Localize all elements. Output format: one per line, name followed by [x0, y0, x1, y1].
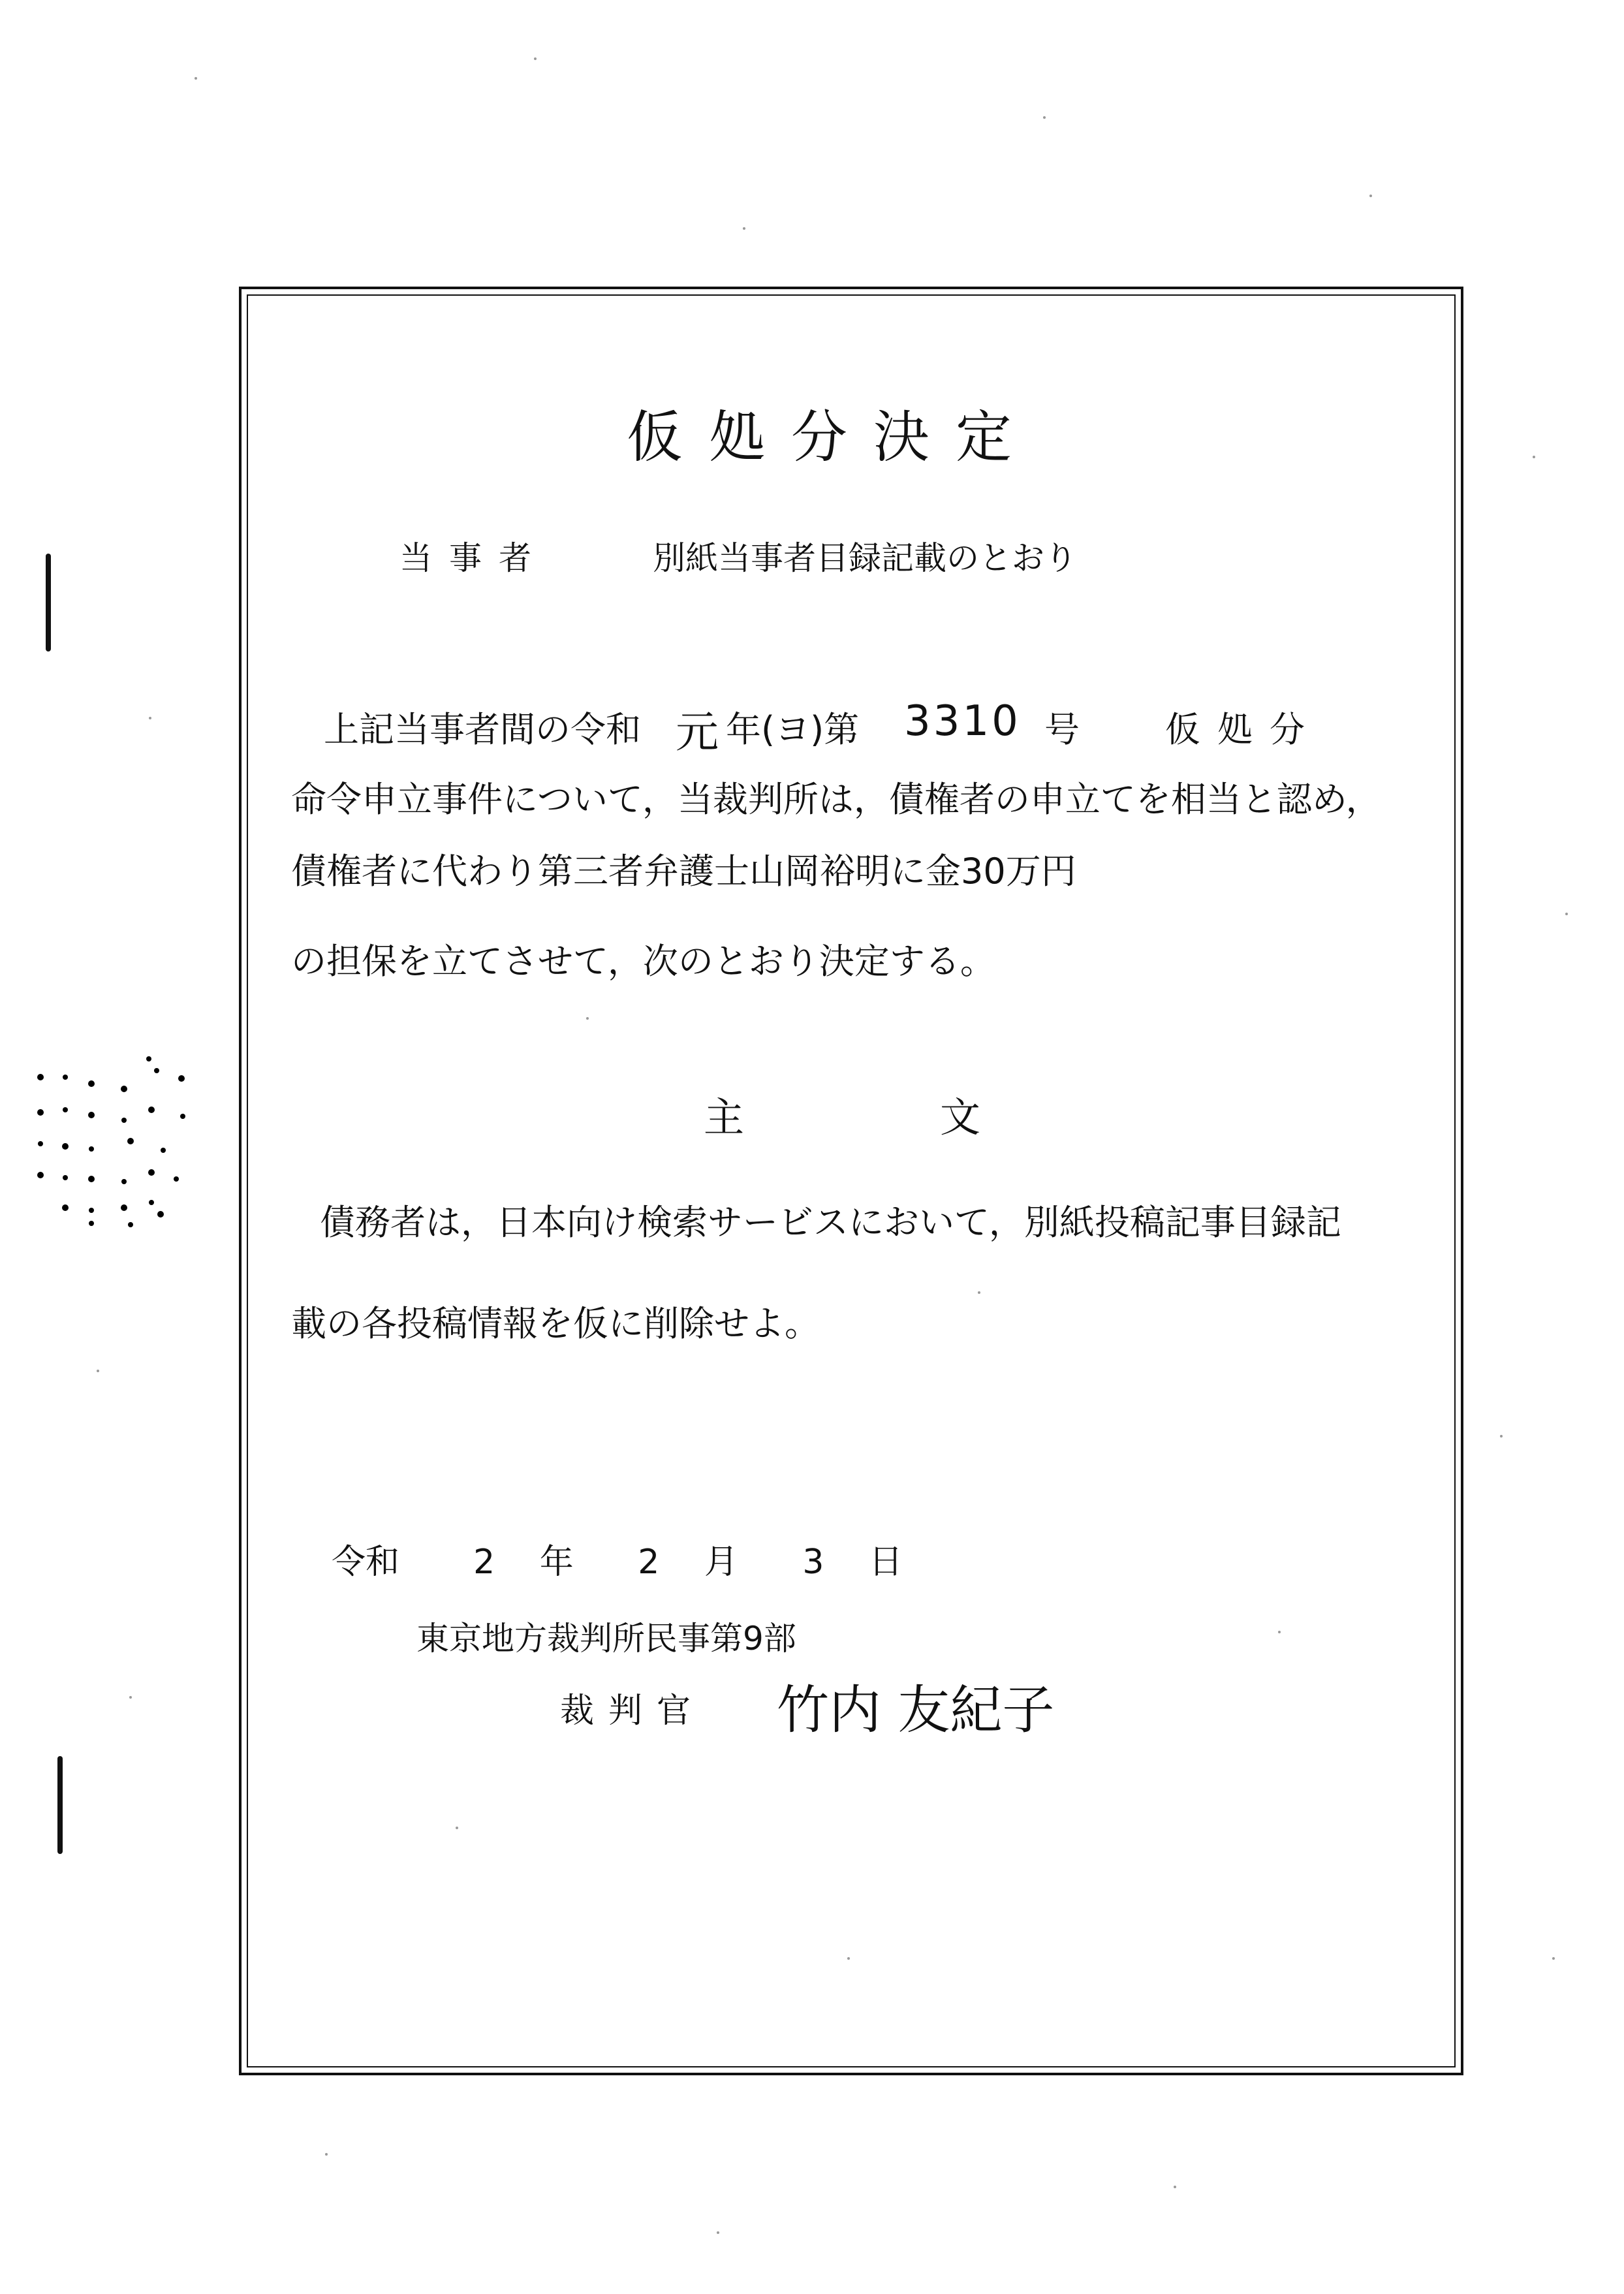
judge-title: 裁判官	[560, 1691, 706, 1731]
parties-value: 別紙当事者目録記載のとおり	[653, 539, 1077, 577]
intro-case-prefix: 年(ヨ)第	[726, 709, 860, 750]
main-heading-char2: 文	[940, 1093, 981, 1141]
document-title: 仮処分決定	[627, 405, 1038, 470]
intro-case-type: 仮処分	[1165, 709, 1322, 750]
case-number: 3310	[904, 697, 1021, 746]
intro-line3: 債権者に代わり第三者弁護士山岡裕明に金30万円	[291, 851, 1076, 892]
intro-case-suffix: 号	[1044, 709, 1080, 750]
intro-era-year: 元	[676, 707, 719, 757]
date-day-unit: 日	[869, 1543, 903, 1582]
date-year: 2	[473, 1543, 495, 1582]
intro-line2: 命令申立事件について，当裁判所は，債権者の申立てを相当と認め，	[291, 779, 1381, 820]
binding-mark-bottom	[57, 1756, 63, 1854]
date-month: 2	[638, 1543, 660, 1582]
decision-date	[332, 1534, 903, 1583]
main-text-line1: 債務者は，日本向け検索サービスにおいて，別紙投稿記事目録記	[320, 1202, 1341, 1243]
parties-label: 当事者	[399, 539, 548, 577]
date-month-unit: 月	[704, 1543, 738, 1582]
intro-line4: の担保を立てさせて，次のとおり決定する。	[291, 941, 995, 982]
main-text-heading	[704, 1085, 980, 1143]
date-era: 令和	[332, 1543, 400, 1582]
date-day: 3	[802, 1543, 824, 1582]
main-text-line2: 載の各投稿情報を仮に削除せよ。	[291, 1303, 820, 1344]
main-heading-char1: 主	[704, 1093, 745, 1141]
binding-mark-top	[46, 554, 51, 652]
judge-name: 竹内 友紀子	[777, 1680, 1055, 1740]
date-year-unit: 年	[539, 1543, 574, 1582]
intro-line1-prefix: 上記当事者間の令和	[324, 709, 641, 750]
binding-holes	[37, 1056, 185, 1227]
court-name: 東京地方裁判所民事第9部	[416, 1620, 796, 1658]
